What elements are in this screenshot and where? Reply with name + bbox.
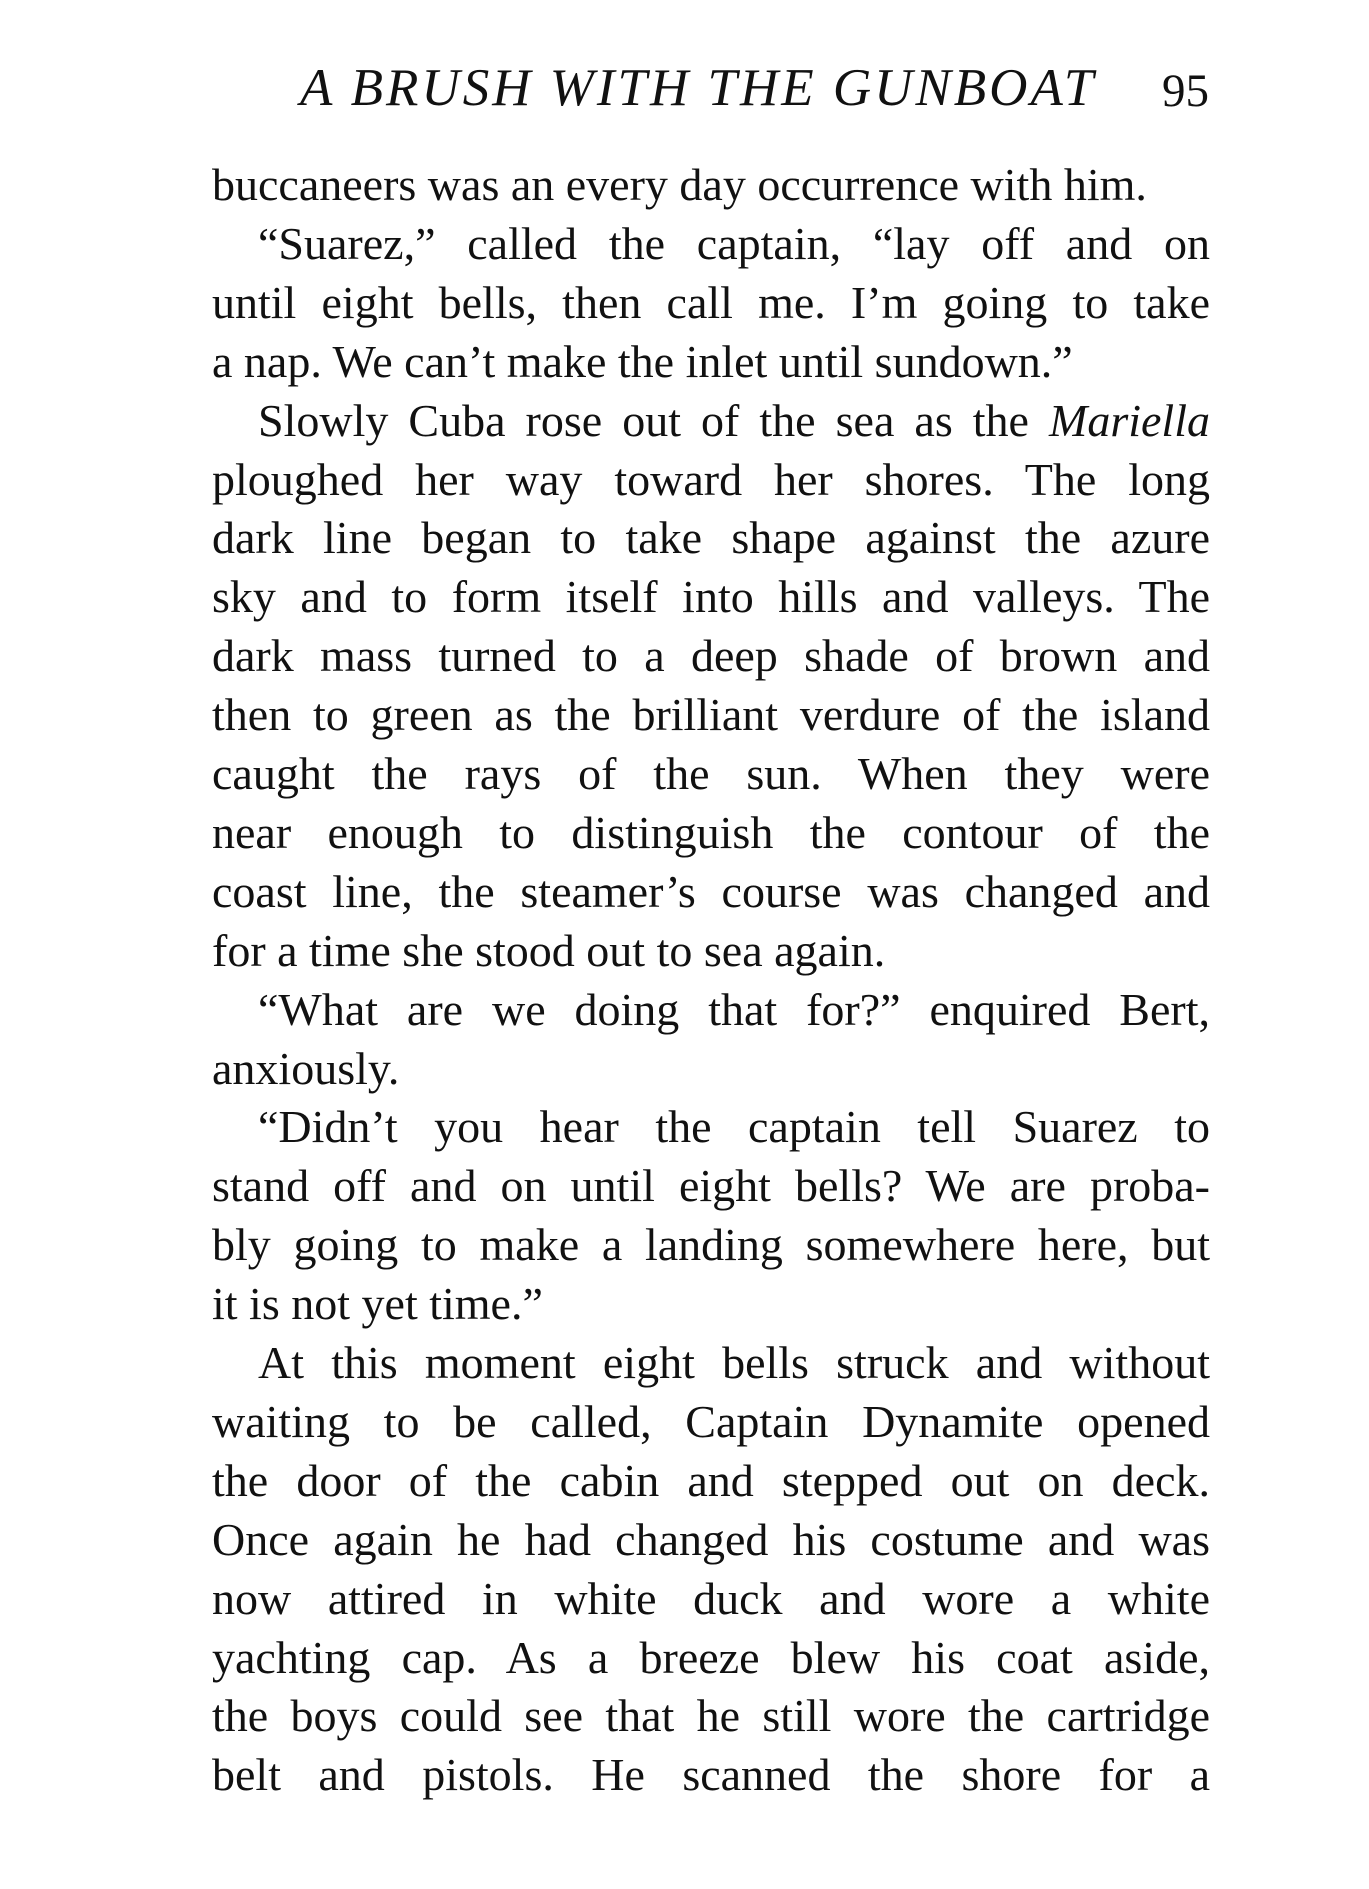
text-line: the boys could see that he still wore the cartridge (212, 1690, 1210, 1741)
text-segment: Slowly Cuba rose out of the sea as the (258, 395, 1029, 446)
text-line: stand off and on until eight bells? We are proba- (212, 1160, 1210, 1211)
text-line: “What are we doing that for?” enquired Bert, (258, 984, 1210, 1035)
text-line: then to green as the brilliant verdure of the island (212, 689, 1210, 740)
page-number: 95 (1162, 65, 1209, 117)
text-line: a nap. We can’t make the inlet until sundown.” (212, 336, 1073, 387)
text-line: bly going to make a landing somewhere here, but (212, 1219, 1210, 1270)
text-line: until eight bells, then call me. I’m going to take (212, 277, 1210, 328)
text-line: anxiously. (212, 1043, 400, 1094)
text-line: coast line, the steamer’s course was changed and (212, 866, 1210, 917)
text-line: sky and to form itself into hills and valleys. The (212, 571, 1210, 622)
text-line: now attired in white duck and wore a white (212, 1573, 1210, 1624)
text-line: belt and pistols. He scanned the shore for a (212, 1749, 1210, 1800)
running-title: A BRUSH WITH THE GUNBOAT (300, 59, 1097, 117)
ship-name: Mariella (1049, 395, 1210, 446)
text-line: ploughed her way toward her shores. The long (212, 454, 1210, 505)
text-line (258, 391, 1210, 451)
text-line: dark mass turned to a deep shade of brown and (212, 630, 1210, 681)
text-line: caught the rays of the sun. When they were (212, 748, 1210, 799)
text-line: yachting cap. As a breeze blew his coat aside, (212, 1632, 1210, 1683)
text-line: “Didn’t you hear the captain tell Suarez to (258, 1101, 1210, 1152)
text-line: for a time she stood out to sea again. (212, 925, 886, 976)
text-line: dark line began to take shape against the azure (212, 512, 1210, 563)
text-line: the door of the cabin and stepped out on deck. (212, 1455, 1210, 1506)
text-line: buccaneers was an every day occurrence with him. (212, 159, 1147, 210)
text-line: Once again he had changed his costume and was (212, 1514, 1210, 1565)
page-header (300, 58, 1230, 128)
text-line: waiting to be called, Captain Dynamite opened (212, 1396, 1210, 1447)
text-line: “Suarez,” called the captain, “lay off and on (258, 218, 1210, 269)
text-line: At this moment eight bells struck and without (258, 1337, 1210, 1388)
text-line: near enough to distinguish the contour of the (212, 807, 1210, 858)
text-line: it is not yet time.” (212, 1278, 543, 1329)
